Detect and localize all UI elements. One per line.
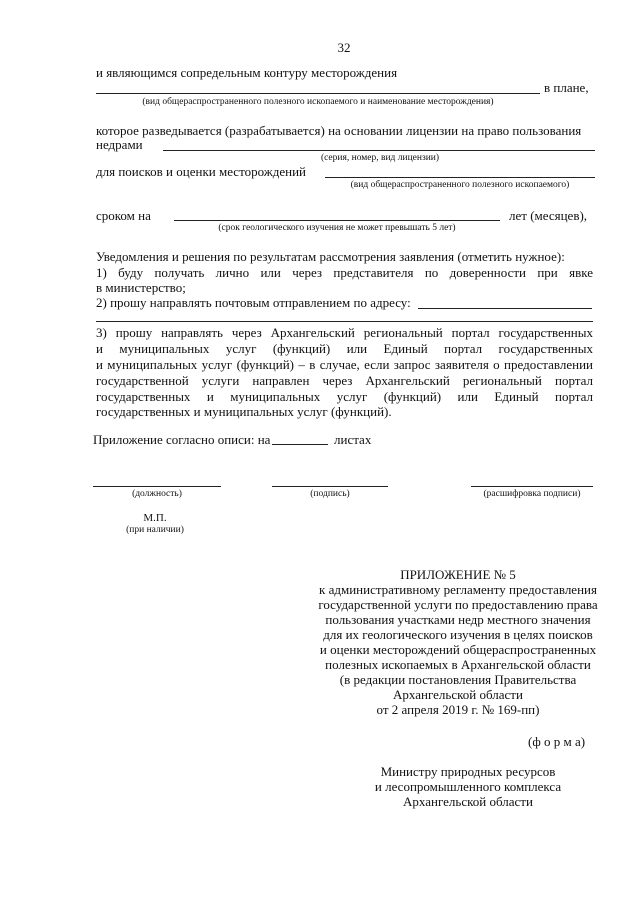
appendix-line: для их геологического изучения в целях поисков [323,627,593,642]
form-label: (ф о р м а) [528,734,586,749]
term-units: лет (месяцев), [509,208,588,223]
option3-line: и муниципальных услуг (функций) или Единый портал государственных [96,341,593,356]
license-text-line2: недрами [96,137,143,152]
decoding-field[interactable] [471,486,593,487]
hint-decoding: (расшифровка подписи) [483,489,581,499]
appendix-line: Архангельской области [393,687,523,702]
hint-signature: (подпись) [310,489,350,499]
mineral-name-field[interactable] [96,93,540,94]
area-suffix: в плане, [544,80,589,95]
hint-position: (должность) [132,489,182,499]
appendix-line: полезных ископаемых в Архангельской области [325,657,591,672]
license-text-line1: которое разведывается (разрабатывается) на основании лицензии на право пользования [96,123,582,138]
signature-field[interactable] [272,486,388,487]
attachment-suffix: листах [334,432,372,447]
option3-line: 3) прошу направлять через Архангельский региональный портал государственных [96,325,593,340]
appendix-line: к административному регламенту предоставления [319,582,597,597]
appendix-title: ПРИЛОЖЕНИЕ № 5 [400,567,516,582]
option3-last-line: государственных и муниципальных услуг (функций). [96,404,392,419]
option1-line1: 1) буду получать лично или через представителя по доверенности при явке [96,265,593,280]
attachment-prefix: Приложение согласно описи: на [93,432,271,447]
appendix-line: и оценки месторождений общераспространенных [319,642,597,657]
hint-license: (серия, номер, вид лицензии) [320,153,440,163]
option3-line: государственных и муниципальных услуг (функций) или Единый портал [96,389,593,404]
address-field-continued[interactable] [96,321,593,322]
hint-mineral-name: (вид общераспространенного полезного ископаемого и наименование месторождения) [142,97,494,107]
option3-line: и муниципальных услуг (функций) – в случае, если запрос заявителя о предоставлении [96,357,593,372]
appendix-line: (в редакции постановления Правительства [339,672,577,687]
page-number: 32 [337,40,351,55]
option1-line2: в министерство; [96,280,186,295]
license-field[interactable] [163,150,595,151]
mineral-type-field[interactable] [325,177,595,178]
exploration-label: для поисков и оценки месторождений [96,164,306,179]
contour-text: и являющимся сопредельным контуру месторождения [96,65,398,80]
appendix-line: от 2 апреля 2019 г. № 169-пп) [376,702,540,717]
hint-mineral-type: (вид общераспространенного полезного ископаемого) [350,180,570,190]
term-field[interactable] [174,220,500,221]
position-field[interactable] [93,486,221,487]
appendix-line: государственной услуги по предоставлению права [318,597,598,612]
notifications-heading: Уведомления и решения по результатам рассмотрения заявления (отметить нужное): [96,249,565,264]
option3-line: государственной услуги направлен через Архангельский региональный портал [96,373,593,388]
stamp-label: М.П. [143,512,167,524]
addressee-line: Министру природных ресурсов [380,764,556,779]
hint-term: (срок геологического изучения не может превышать 5 лет) [218,223,456,233]
address-field[interactable] [418,308,592,309]
addressee-line: и лесопромышленного комплекса [374,779,562,794]
stamp-note: (при наличии) [126,525,184,535]
sheet-count-field[interactable] [272,444,328,445]
addressee-line: Архангельской области [403,794,533,809]
term-label: сроком на [96,208,151,223]
option2-label: 2) прошу направлять почтовым отправлением по адресу: [96,295,411,310]
appendix-line: пользования участками недр местного значения [325,612,591,627]
